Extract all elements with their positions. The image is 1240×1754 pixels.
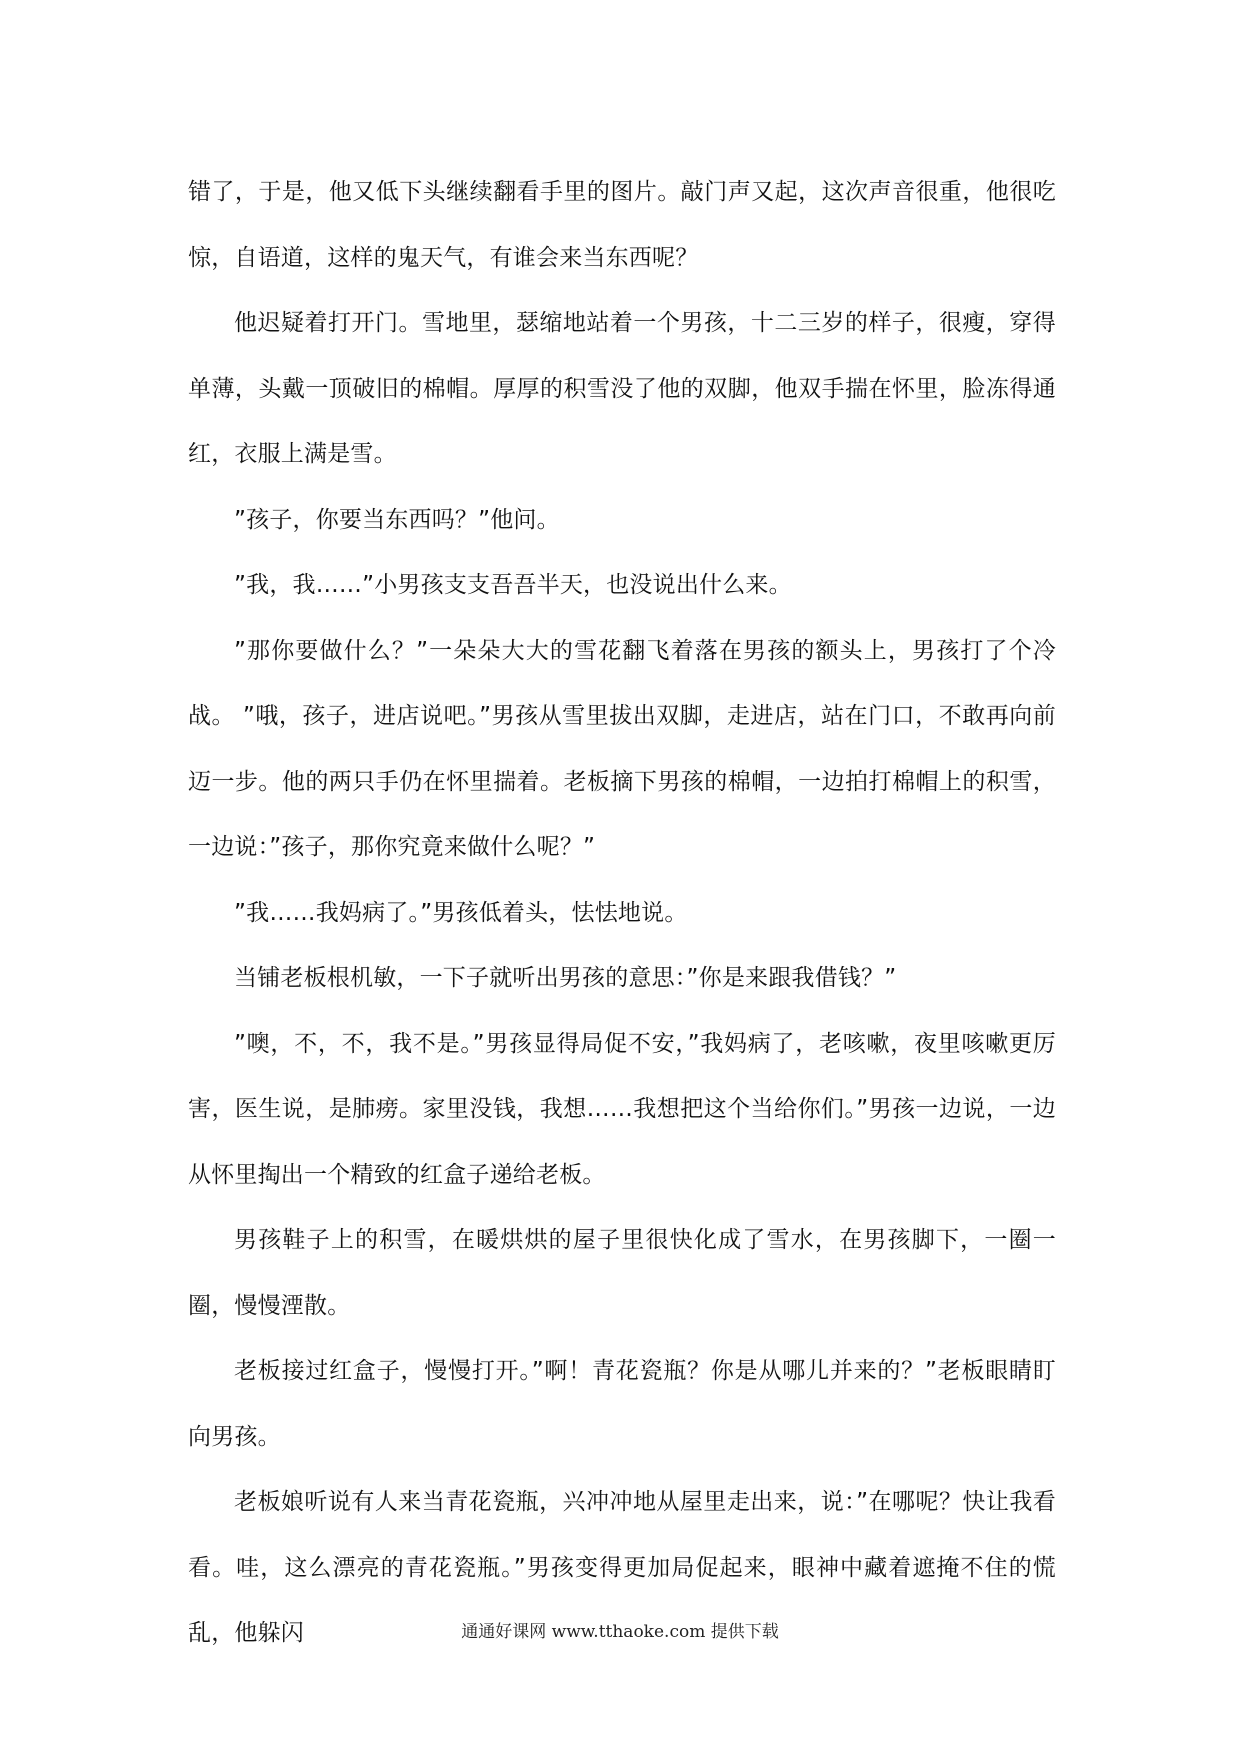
paragraph-4: ”我，我……”小男孩支支吾吾半天，也没说出什么来。 [234, 572, 792, 598]
story-body [188, 160, 1056, 1667]
paragraph-7: 当铺老板根机敏，一下子就听出男孩的意思：”你是来跟我借钱？” [234, 965, 897, 991]
paragraph-2: 他迟疑着打开门。雪地里，瑟缩地站着一个男孩，十二三岁的样子，很瘦，穿得单薄，头戴一顶破旧的棉帽。厚厚的积雪没了他的双脚，他双手揣在怀里，脸冻得通红，衣服上满是雪。 [188, 310, 1056, 467]
paragraph-6: ”我……我妈病了。”男孩低着头，怯怯地说。 [234, 899, 688, 926]
paragraph-8: ”噢，不，不，我不是。”男孩显得局促不安，”我妈病了，老咳嗽，夜里咳嗽更厉害，医生说，是肺痨。家里没钱，我想……我想把这个当给你们。”男孩一边说，一边从怀里掏出一个精致的红盒子递给老板。 [188, 1030, 1056, 1188]
page-footer: 通通好课网 www.tthaoke.com 提供下载 [461, 1622, 779, 1642]
paragraph-11: 老板娘听说有人来当青花瓷瓶，兴冲冲地从屋里走出来，说：”在哪呢？快让我看看。哇，这么漂亮的青花瓷瓶。”男孩变得更加局促起来，眼神中藏着遮掩不住的慌乱，他躲闪 [188, 1489, 1056, 1646]
paragraph-3: ”孩子，你要当东西吗？”他问。 [234, 506, 560, 533]
paragraph-1: 错了，于是，他又低下头继续翻看手里的图片。敲门声又起，这次声音很重，他很吃惊，自语道，这样的鬼天气，有谁会来当东西呢？ [188, 179, 1056, 271]
paragraph-5: ”那你要做什么？”一朵朵大大的雪花翻飞着落在男孩的额头上，男孩打了个冷战。 ”哦，孩子，进店说吧。”男孩从雪里拔出双脚，走进店，站在门口，不敢再向前迈一步。他的两只手仍在怀里揣着。老板摘下男孩的棉帽，一边拍打棉帽上的积雪，一边说：”孩子，那你究竟来做什么呢？” [188, 637, 1056, 860]
paragraph-9: 男孩鞋子上的积雪，在暖烘烘的屋子里很快化成了雪水，在男孩脚下，一圈一圈，慢慢湮散。 [188, 1227, 1056, 1319]
paragraph-10: 老板接过红盒子，慢慢打开。”啊！青花瓷瓶？你是从哪儿并来的？”老板眼睛盯向男孩。 [188, 1358, 1056, 1450]
